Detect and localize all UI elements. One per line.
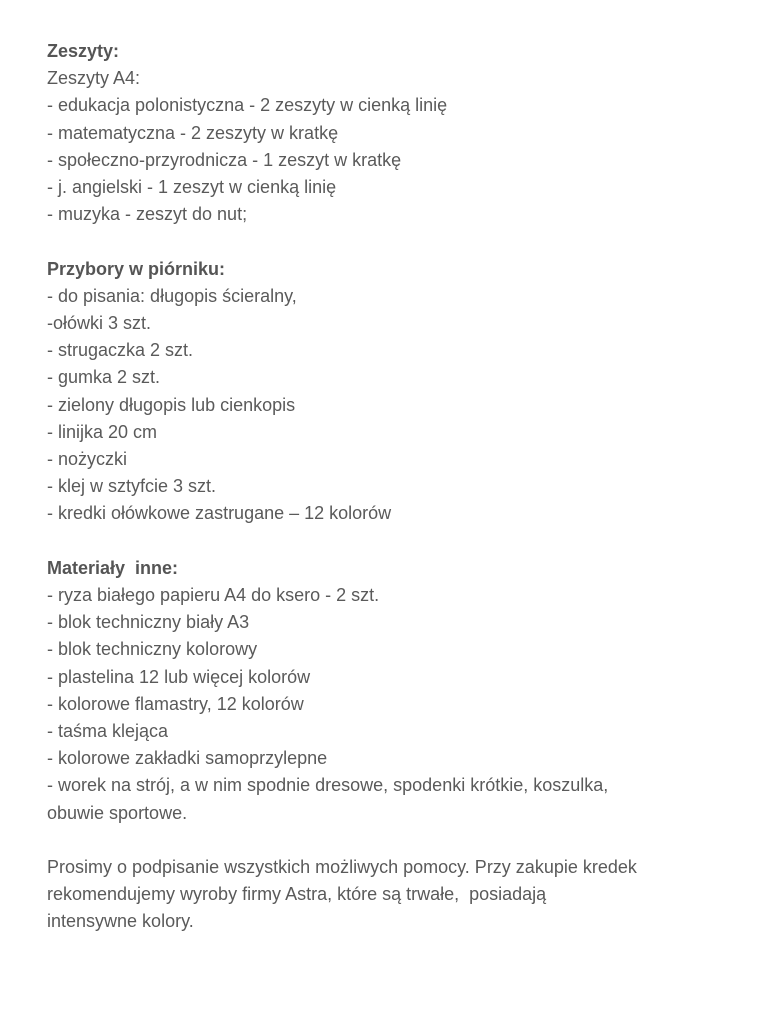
list-item: - matematyczna - 2 zeszyty w kratkę [47,122,339,143]
list-item: - blok techniczny biały A3 [47,612,250,633]
list-item: - worek na strój, a w nim spodnie dresowe, spodenki krótkie, koszulka, [47,775,609,796]
section-subheading: Zeszyty A4: [47,68,141,89]
note-paragraph [47,854,737,936]
spacer [47,228,737,255]
list-item: - kolorowe flamastry, 12 kolorów [47,693,304,714]
list-item: -ołówki 3 szt. [47,313,152,334]
list-item: - do pisania: długopis ścieralny, [47,285,297,306]
list-item: - muzyka - zeszyt do nut; [47,204,248,225]
note-line: rekomendujemy wyroby firmy Astra, które są trwałe, posiadają [47,884,547,905]
school-supplies-list [47,38,737,936]
list-item: - edukacja polonistyczna - 2 zeszyty w cienką linię [47,95,448,116]
list-item: - klej w sztyfcie 3 szt. [47,476,217,497]
section-heading: Materiały inne: [47,557,179,578]
section-heading: Zeszyty: [47,41,120,61]
list-item: - ryza białego papieru A4 do ksero - 2 szt. [47,585,380,606]
list-item: - strugaczka 2 szt. [47,340,194,361]
list-item: obuwie sportowe. [47,802,188,823]
section-przybory [47,256,737,528]
list-item: - zielony długopis lub cienkopis [47,394,296,415]
note-line: intensywne kolory. [47,911,194,932]
list-item: - j. angielski - 1 zeszyt w cienką linię [47,177,337,198]
list-item: - linijka 20 cm [47,421,158,442]
section-heading: Przybory w piórniku: [47,258,226,279]
list-item: - blok techniczny kolorowy [47,639,258,660]
note-line: Prosimy o podpisanie wszystkich możliwych pomocy. Przy zakupie kredek [47,857,637,878]
list-item: - kolorowe zakładki samoprzylepne [47,748,328,769]
spacer [47,827,737,854]
list-item: - gumka 2 szt. [47,367,161,388]
spacer [47,528,737,555]
list-item: - społeczno-przyrodnicza - 1 zeszyt w kratkę [47,149,402,170]
section-materialy [47,555,737,827]
list-item: - plastelina 12 lub więcej kolorów [47,666,311,687]
list-item: - nożyczki [47,449,128,470]
list-item: - kredki ołówkowe zastrugane – 12 kolorów [47,503,392,524]
list-item: - taśma klejąca [47,721,169,742]
section-zeszyty [47,38,737,228]
